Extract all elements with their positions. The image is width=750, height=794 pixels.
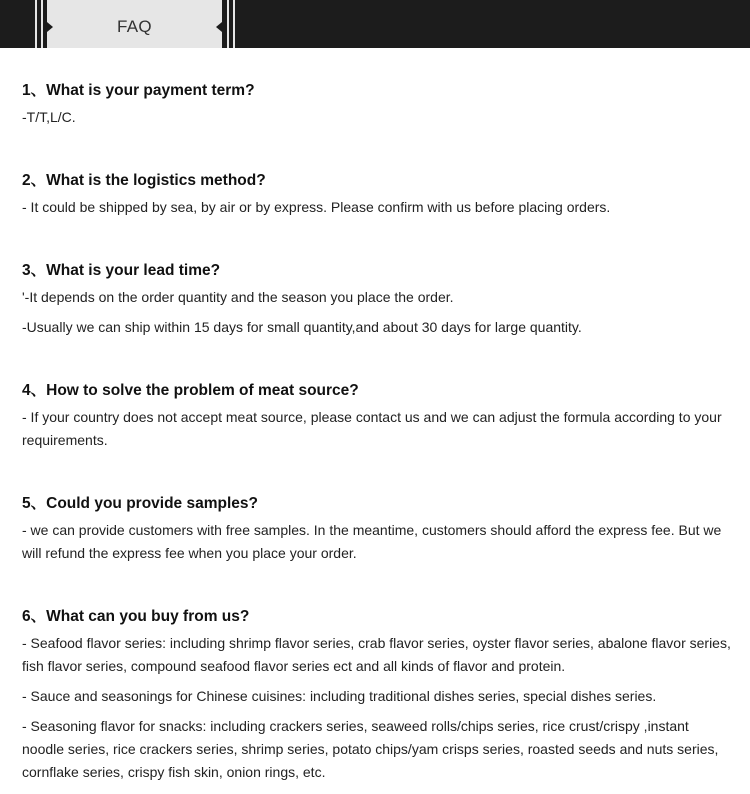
- faq-answer: - Seafood flavor series: including shrimp flavor series, crab flavor series, oyster flavor series, abalone flavor series, fish flavor series, compound seafood flavor series ect and all kinds of flavor and protein.: [22, 635, 731, 674]
- faq-tab[interactable]: [47, 0, 222, 48]
- faq-answer: -T/T,L/C.: [22, 109, 76, 125]
- header-banner: [0, 0, 750, 48]
- faq-question: 6、What can you buy from us?: [22, 608, 250, 625]
- tab-frame-line: [41, 0, 43, 48]
- faq-answer: - we can provide customers with free samples. In the meantime, customers should afford the express fee. But we will refund the express fee when you place your order.: [22, 522, 722, 561]
- faq-question: 4、How to solve the problem of meat source?: [22, 382, 359, 399]
- faq-answer: - If your country does not accept meat source, please contact us and we can adjust the formula according to your requirements.: [22, 409, 722, 448]
- faq-question: 2、What is the logistics method?: [22, 172, 266, 189]
- faq-answer: - Sauce and seasonings for Chinese cuisines: including traditional dishes series, special dishes series.: [22, 688, 657, 704]
- faq-answer: - Seasoning flavor for snacks: including crackers series, seaweed rolls/chips series, rice crust/crispy ,instant noodle series, rice crackers series, shrimp series, potato chips/yam crisps series, roasted seeds and nuts series, cornflake series, crispy fish skin, onion rings, etc.: [22, 718, 719, 780]
- tab-notch-right-icon: [216, 22, 222, 32]
- faq-answer: -Usually we can ship within 15 days for small quantity,and about 30 days for large quantity.: [22, 319, 582, 335]
- faq-question: 5、Could you provide samples?: [22, 495, 258, 512]
- tab-frame-line: [233, 0, 235, 48]
- faq-tab-label: FAQ: [117, 17, 152, 36]
- faq-answer: - It could be shipped by sea, by air or by express. Please confirm with us before placing orders.: [22, 199, 611, 215]
- faq-answer: '-It depends on the order quantity and the season you place the order.: [22, 289, 454, 305]
- tab-frame-line: [35, 0, 37, 48]
- faq-question: 1、What is your payment term?: [22, 82, 255, 99]
- faq-question: 3、What is your lead time?: [22, 262, 221, 279]
- tab-frame-line: [227, 0, 229, 48]
